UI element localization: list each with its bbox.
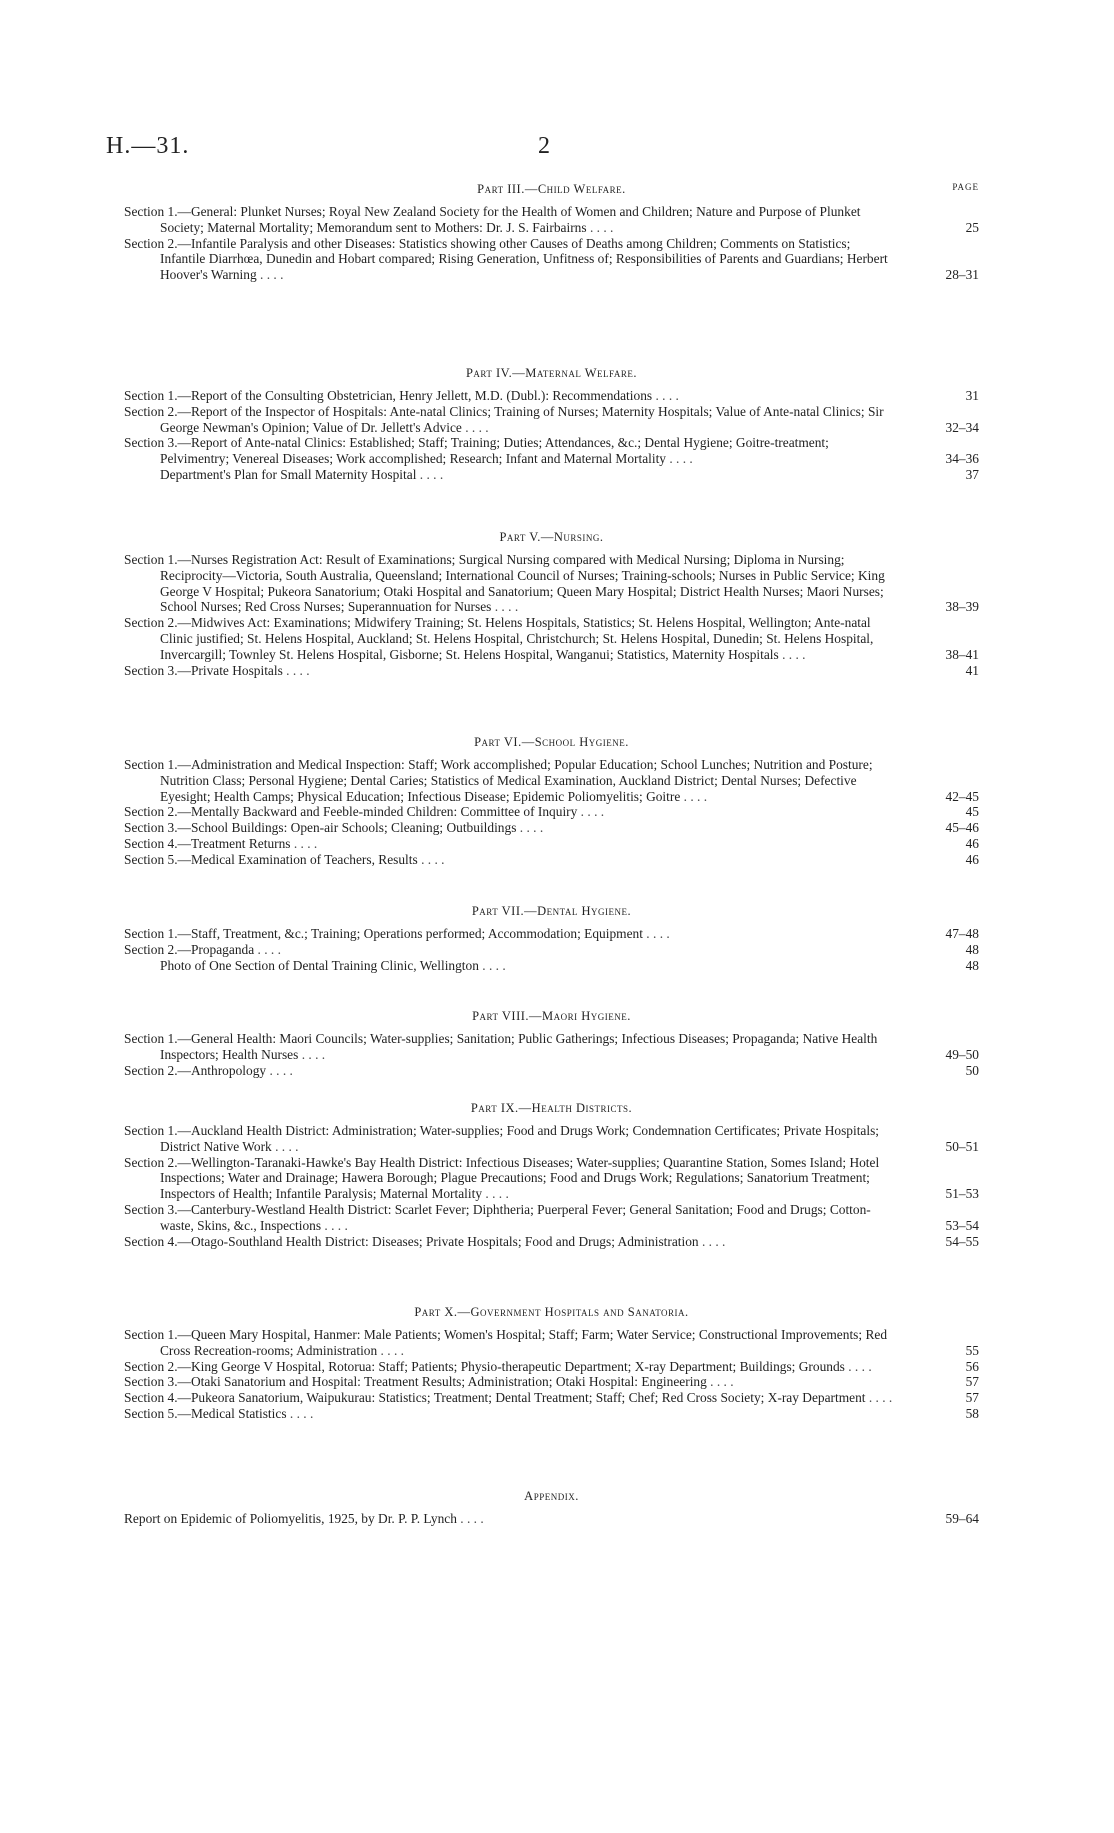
toc-part: [124, 366, 979, 483]
toc-entry-page: 49–50: [945, 1046, 979, 1062]
toc-entry: [124, 1327, 979, 1359]
leader-dots: . . . .: [256, 267, 284, 283]
toc-entry: [124, 435, 979, 467]
part-title-text: Appendix.: [524, 1489, 579, 1503]
toc-part: [124, 1009, 979, 1078]
leader-dots: . . . .: [577, 804, 605, 820]
toc-entry: [124, 1374, 979, 1390]
toc-entry-text: Section 2.—Anthropology: [124, 1062, 267, 1078]
part-title: [124, 1489, 979, 1504]
toc-entry-text: Section 2.—Wellington-Taranaki-Hawke's Bay Health District: Infectious Diseases; Water-supplies; Quarantine Station, Somes Island; Hotel Inspections; Water and Drainage; Hawera Borough; Plague Precautions; Food and Drugs Work; Regulations; Sanatorium Treatment; Inspectors of Health; Infantile Paralysis; Maternal Mortality: [124, 1154, 880, 1202]
toc-entry-text: Section 3.—Otaki Sanatorium and Hospital: Treatment Results; Administration; Otaki Hospital: Engineering: [124, 1374, 707, 1390]
toc-entry: [124, 1390, 979, 1406]
part-title-text: Part VIII.—Maori Hygiene.: [472, 1009, 631, 1023]
toc-entry-text: Section 2.—Mentally Backward and Feeble-minded Children: Committee of Inquiry: [124, 804, 578, 820]
toc-entry-page: 57: [965, 1390, 979, 1406]
toc-entry-text: Section 1.—General: Plunket Nurses; Royal New Zealand Society for the Health of Women and Children; Nature and Purpose of Plunket Society; Maternal Mortality; Memorandum sent to Mothers: Dr. J. S. Fairbairns: [124, 204, 861, 235]
toc-entry-page: 51–53: [945, 1186, 979, 1202]
part-title: [124, 904, 979, 919]
toc-entry-page: 47–48: [945, 926, 979, 941]
toc-entry-page: 59–64: [945, 1511, 979, 1526]
toc-entry-text: Section 1.—Auckland Health District: Administration; Water-supplies; Food and Drugs Work; Condemnation Certificates; Private Hospitals; District Native Work: [124, 1123, 880, 1154]
toc-entry-text: Section 1.—Nurses Registration Act: Result of Examinations; Surgical Nursing compared with Medical Nursing; Diploma in Nursing; Reciprocity—Victoria, South Australia, Queensland; International Council of Nurses; Training-schools; Nurses in Public Service; King George V Hospital; Pukeora Sanatorium; Otaki Hospital and Sanatorium; Queen Mary Hospital; District Health Nurses; Maori Nurses; School Nurses; Red Cross Nurses; Superannuation for Nurses: [124, 552, 885, 615]
toc-entry-text: Section 1.—Queen Mary Hospital, Hanmer: Male Patients; Women's Hospital; Staff; Farm; Water Service; Constructional Improvements; Red Cross Recreation-rooms; Administration: [124, 1327, 888, 1358]
toc-entry-page: 50–51: [945, 1138, 979, 1154]
part-title-text: Part IX.—Health Districts.: [470, 1101, 633, 1115]
page-number: 2: [538, 133, 550, 159]
toc-entry-page: 50: [965, 1062, 979, 1078]
toc-entry-page: 58: [965, 1405, 979, 1421]
toc-entry-text: Section 3.—Report of Ante-natal Clinics: Established; Staff; Training; Duties; Attendances, &c.; Dental Hygiene; Goitre-treatment; Pelvimentry; Venereal Diseases; Work accomplished; Research; Infant and Maternal Mortality: [124, 435, 829, 467]
leader-dots: . . . .: [516, 820, 544, 836]
part-title-text: Part V.—Nursing.: [499, 530, 604, 544]
part-title: [124, 1101, 979, 1116]
leader-dots: . . . .: [642, 926, 670, 941]
toc-entry: [124, 1511, 979, 1527]
toc-entry-page: 57: [965, 1374, 979, 1390]
toc-entry-text: Section 2.—King George V Hospital, Rotorua: Staff; Patients; Physio-therapeutic Department; X-ray Department; Buildings; Grounds: [124, 1358, 845, 1374]
toc-entry: [124, 1155, 979, 1202]
toc-entry: [124, 1063, 979, 1079]
leader-dots: . . . .: [271, 1138, 299, 1154]
toc-entry-page: 46: [965, 851, 979, 867]
part-title-text: Part VII.—Dental Hygiene.: [471, 904, 632, 918]
leader-dots: . . . .: [456, 1511, 484, 1526]
part-title: [124, 366, 979, 381]
toc-entry: [124, 1406, 979, 1422]
leader-dots: . . . .: [298, 1046, 326, 1062]
part-title: [124, 1305, 979, 1320]
part-title: [124, 1009, 979, 1024]
toc-entry: [124, 388, 979, 404]
part-title-text: Part III.—Child Welfare.: [477, 182, 626, 196]
leader-dots: . . . .: [254, 941, 281, 957]
toc-entry: [124, 1031, 979, 1063]
part-title-text: Part VI.—School Hygiene.: [474, 735, 629, 749]
toc-entry-text: Section 2.—Report of the Inspector of Hospitals: Ante-natal Clinics; Training of Nurses; Maternity Hospitals; Value of Ante-natal Clinics; Sir George Newman's Opinion; Value of Dr. Jellett's Advice: [124, 403, 884, 435]
toc-part: [124, 182, 979, 283]
leader-dots: . . . .: [266, 1062, 293, 1078]
toc-entry-page: 37: [965, 466, 979, 482]
leader-dots: . . . .: [478, 957, 506, 973]
toc-entry-page: 34–36: [945, 451, 979, 467]
toc-entry: [124, 820, 979, 836]
toc-entry: [124, 552, 979, 615]
leader-dots: . . . .: [652, 388, 679, 403]
part-title-text: Part X.—Government Hospitals and Sanatoria.: [414, 1305, 689, 1319]
toc-entry-text: Section 4.—Treatment Returns: [124, 835, 291, 851]
toc-entry-text: Section 3.—School Buildings: Open-air Schools; Cleaning; Outbuildings: [124, 820, 517, 836]
toc-entry: [124, 404, 979, 436]
toc-entry-page: 42–45: [945, 788, 979, 804]
toc-entry-page: 41: [965, 662, 979, 678]
leader-dots: . . . .: [290, 835, 318, 851]
toc-entry-page: 28–31: [945, 267, 979, 283]
toc-part: [124, 1489, 979, 1527]
toc-part: [124, 1101, 979, 1249]
toc-entry-page: 32–34: [945, 419, 979, 435]
leader-dots: . . . .: [586, 219, 614, 235]
toc-entry: [124, 1234, 979, 1250]
toc-entry-page: 38–39: [945, 599, 979, 615]
toc-entry-text: Section 1.—Report of the Consulting Obstetrician, Henry Jellett, M.D. (Dubl.): Recommendations: [124, 388, 653, 403]
toc-entry-page: 48: [965, 957, 979, 973]
toc-entry-page: 46: [965, 835, 979, 851]
toc-entry-page: 31: [965, 388, 979, 403]
leader-dots: . . . .: [377, 1342, 404, 1358]
toc-entry-text: Section 5.—Medical Statistics: [124, 1405, 287, 1421]
toc-entry-text: Section 3.—Canterbury-Westland Health District: Scarlet Fever; Diphtheria; Puerperal Fever; General Sanitation; Food and Drugs; Cotton-waste, Skins, &c., Inspections: [124, 1201, 871, 1233]
toc-entry: [124, 615, 979, 662]
page-column-label: PAGE: [952, 182, 979, 192]
toc-entry: [124, 926, 979, 942]
toc-part: [124, 735, 979, 868]
toc-entry-page: 55: [965, 1342, 979, 1358]
toc-entry-text: Department's Plan for Small Maternity Hospital: [160, 466, 417, 482]
toc-entry: [124, 663, 979, 679]
toc-entry: [124, 1359, 979, 1375]
part-title: [124, 182, 979, 197]
toc-entry-text: Section 4.—Otago-Southland Health District: Diseases; Private Hospitals; Food and Drugs; Administration: [124, 1233, 699, 1249]
toc-entry: [124, 467, 979, 483]
toc-entry-page: 48: [965, 941, 979, 957]
leader-dots: . . . .: [680, 788, 708, 804]
part-title: [124, 735, 979, 750]
toc-entry: [124, 757, 979, 804]
toc-entry-text: Photo of One Section of Dental Training Clinic, Wellington: [160, 957, 479, 973]
leader-dots: . . . .: [282, 662, 310, 678]
leader-dots: . . . .: [416, 466, 444, 482]
toc-entry: [124, 836, 979, 852]
toc-entry-page: 54–55: [945, 1233, 979, 1249]
toc-entry: [124, 958, 979, 974]
toc-entry-text: Section 1.—Staff, Treatment, &c.; Training; Operations performed; Accommodation; Equipment: [124, 926, 643, 941]
part-title-text: Part IV.—Maternal Welfare.: [465, 366, 637, 380]
toc-part: [124, 1305, 979, 1422]
toc-entry: [124, 1123, 979, 1155]
toc-entry-page: 45: [965, 804, 979, 820]
leader-dots: . . . .: [698, 1233, 726, 1249]
leader-dots: . . . .: [706, 1374, 734, 1390]
toc-entry-text: Section 4.—Pukeora Sanatorium, Waipukurau: Statistics; Treatment; Dental Treatment; Staff; Chef; Red Cross Society; X-ray Department: [124, 1390, 866, 1406]
leader-dots: . . . .: [666, 451, 693, 467]
toc-entry-text: Section 2.—Propaganda: [124, 941, 255, 957]
leader-dots: . . . .: [865, 1390, 893, 1406]
leader-dots: . . . .: [321, 1217, 348, 1233]
leader-dots: . . . .: [461, 419, 489, 435]
leader-dots: . . . .: [482, 1186, 509, 1202]
toc-entry-text: Section 3.—Private Hospitals: [124, 662, 283, 678]
toc-entry-text: Section 5.—Medical Examination of Teachers, Results: [124, 851, 418, 867]
toc-entry: [124, 236, 979, 283]
toc-entry-text: Report on Epidemic of Poliomyelitis, 1925, by Dr. P. P. Lynch: [124, 1511, 457, 1526]
toc-entry-page: 56: [965, 1358, 979, 1374]
toc-entry-text: Section 2.—Midwives Act: Examinations; Midwifery Training; St. Helens Hospitals, Statistics; St. Helens Hospital, Wellington; Ante-natal Clinic justified; St. Helens Hospital, Auckland; St. Helens Hospital, Christchurch; St. Helens Hospital, Dunedin; St. Helens Hospital, Invercargill; Townley St. Helens Hospital, Gisborne; St. Helens Hospital, Wanganui; Statistics, Maternity Hospitals: [124, 615, 874, 662]
leader-dots: . . . .: [491, 599, 519, 615]
toc-entry: [124, 852, 979, 868]
toc-entry: [124, 1202, 979, 1234]
leader-dots: . . . .: [844, 1358, 872, 1374]
toc-entry-page: 38–41: [945, 646, 979, 662]
toc-entry-text: Section 2.—Infantile Paralysis and other Diseases: Statistics showing other Causes of Deaths among Children; Comments on Statistics; Infantile Diarrhœa, Dunedin and Hobart compared; Rising Generation, Unfitness of; Responsibilities of Parents and Guardians; Herbert Hoover's Warning: [124, 235, 888, 283]
toc-entry-page: 25: [965, 219, 979, 235]
toc-entry-text: Section 1.—General Health: Maori Councils; Water-supplies; Sanitation; Public Gatherings; Infectious Diseases; Propaganda; Native Health Inspectors; Health Nurses: [124, 1031, 878, 1062]
leader-dots: . . . .: [778, 646, 806, 662]
part-title: [124, 530, 979, 545]
toc-entry: [124, 204, 979, 236]
leader-dots: . . . .: [417, 851, 445, 867]
toc-entry: [124, 942, 979, 958]
toc-entry-text: Section 1.—Administration and Medical Inspection: Staff; Work accomplished; Popular Education; School Lunches; Nutrition and Posture; Nutrition Class; Personal Hygiene; Dental Caries; Statistics of Medical Examination, Auckland District; Dental Nurses; Defective Eyesight; Health Camps; Physical Education; Infectious Disease; Epidemic Poliomyelitis; Goitre: [124, 757, 873, 804]
toc-part: [124, 904, 979, 973]
document-code: H.—31.: [106, 133, 190, 159]
toc-entry-page: 53–54: [945, 1217, 979, 1233]
toc-part: [124, 530, 979, 678]
toc-entry-page: 45–46: [945, 820, 979, 836]
toc-entry: [124, 804, 979, 820]
leader-dots: . . . .: [286, 1405, 314, 1421]
